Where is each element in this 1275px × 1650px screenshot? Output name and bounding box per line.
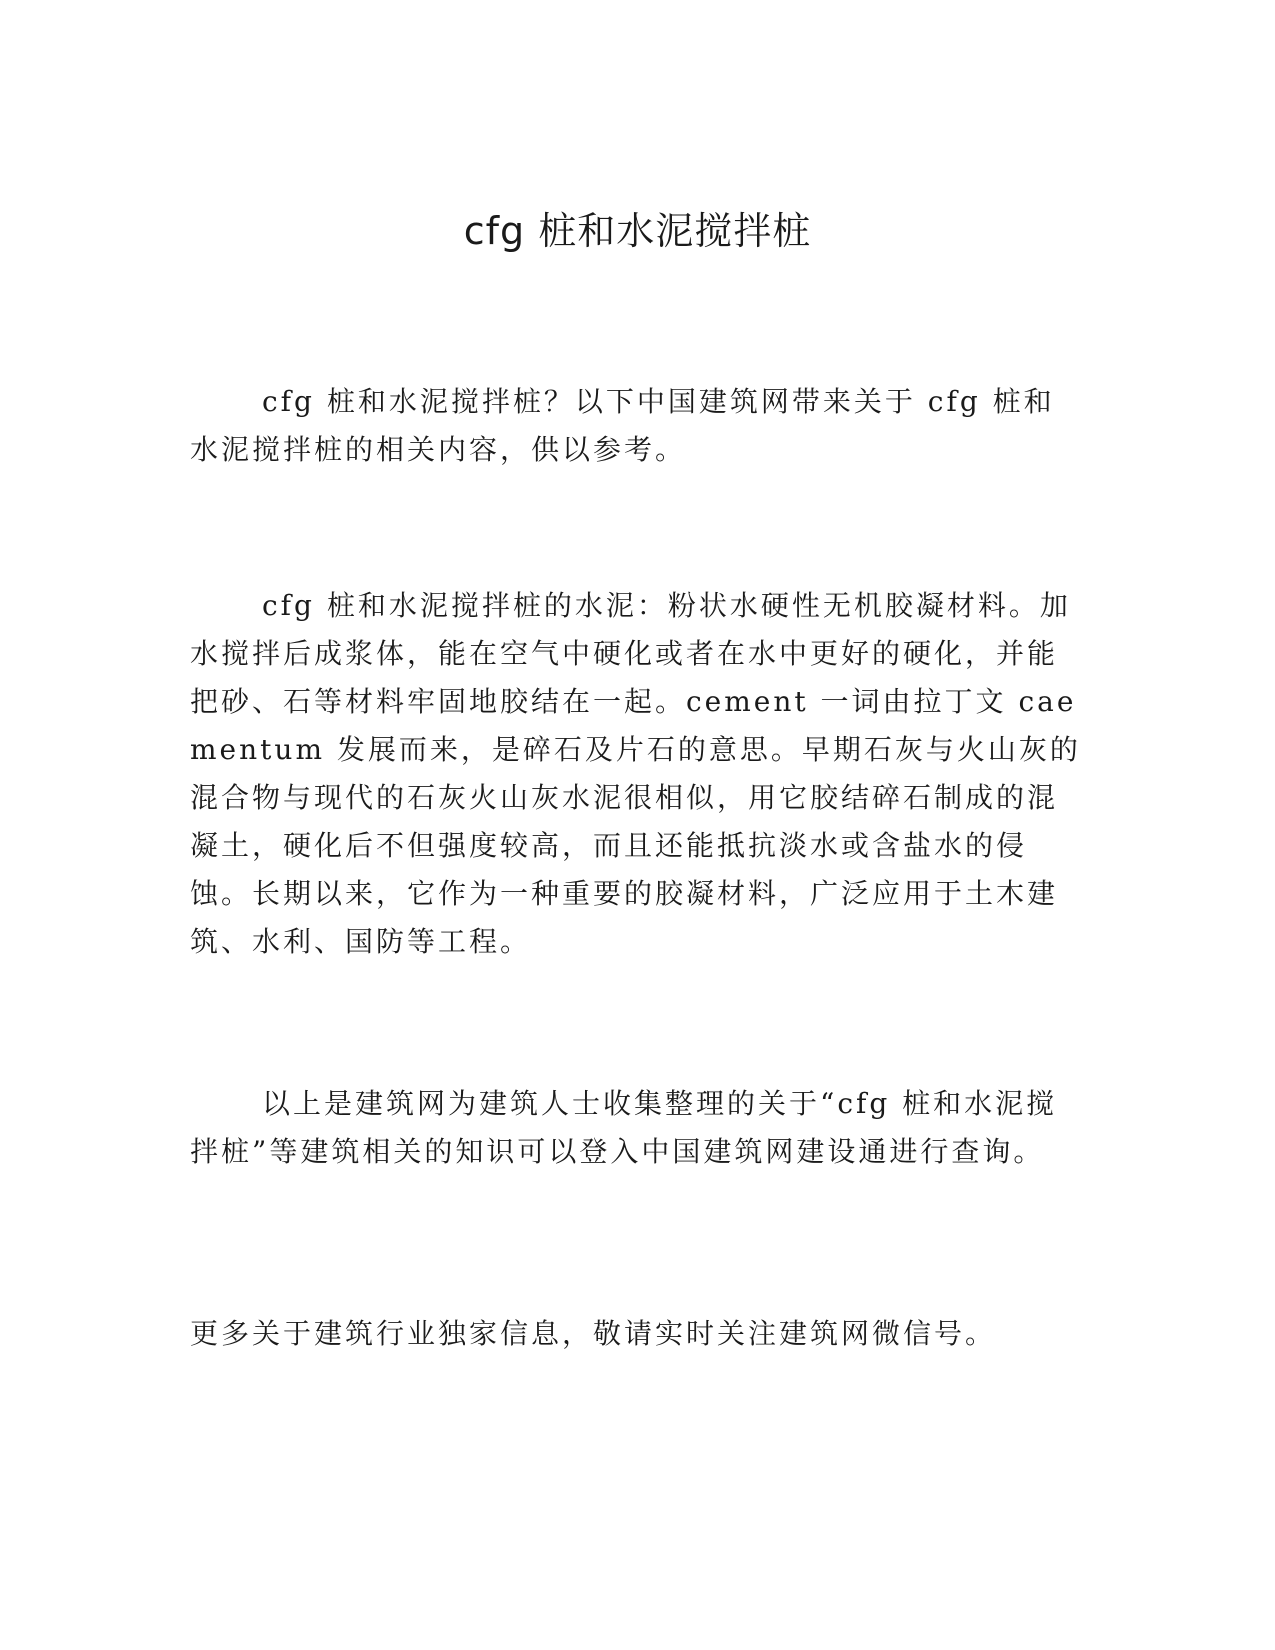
follow-notice-paragraph: 更多关于建筑行业独家信息，敬请实时关注建筑网微信号。 [190, 1317, 997, 1350]
document-title: cfg 桩和水泥搅拌桩 [463, 209, 812, 253]
cement-description-paragraph: cfg 桩和水泥搅拌桩的水泥：粉状水硬性无机胶凝材料。加水搅拌后成浆体，能在空气中硬化或者在水中更好的硬化，并能把砂、石等材料牢固地胶结在一起。cement 一词由拉丁文 caementum 发展而来，是碎石及片石的意思。早期石灰与火山灰的混合物与现代的石灰火山灰水泥很相似，用它胶结碎石制成的混凝土，硬化后不但强度较高，而且还能抵抗淡水或含盐水的侵蚀。长期以来，它作为一种重要的胶凝材料，广泛应用于土木建筑、水利、国防等工程。 [190, 589, 1081, 958]
summary-paragraph: 以上是建筑网为建筑人士收集整理的关于“cfg 桩和水泥搅拌桩”等建筑相关的知识可以登入中国建筑网建设通进行查询。 [190, 1087, 1058, 1168]
intro-paragraph: cfg 桩和水泥搅拌桩？以下中国建筑网带来关于 cfg 桩和水泥搅拌桩的相关内容，供以参考。 [190, 385, 1055, 466]
